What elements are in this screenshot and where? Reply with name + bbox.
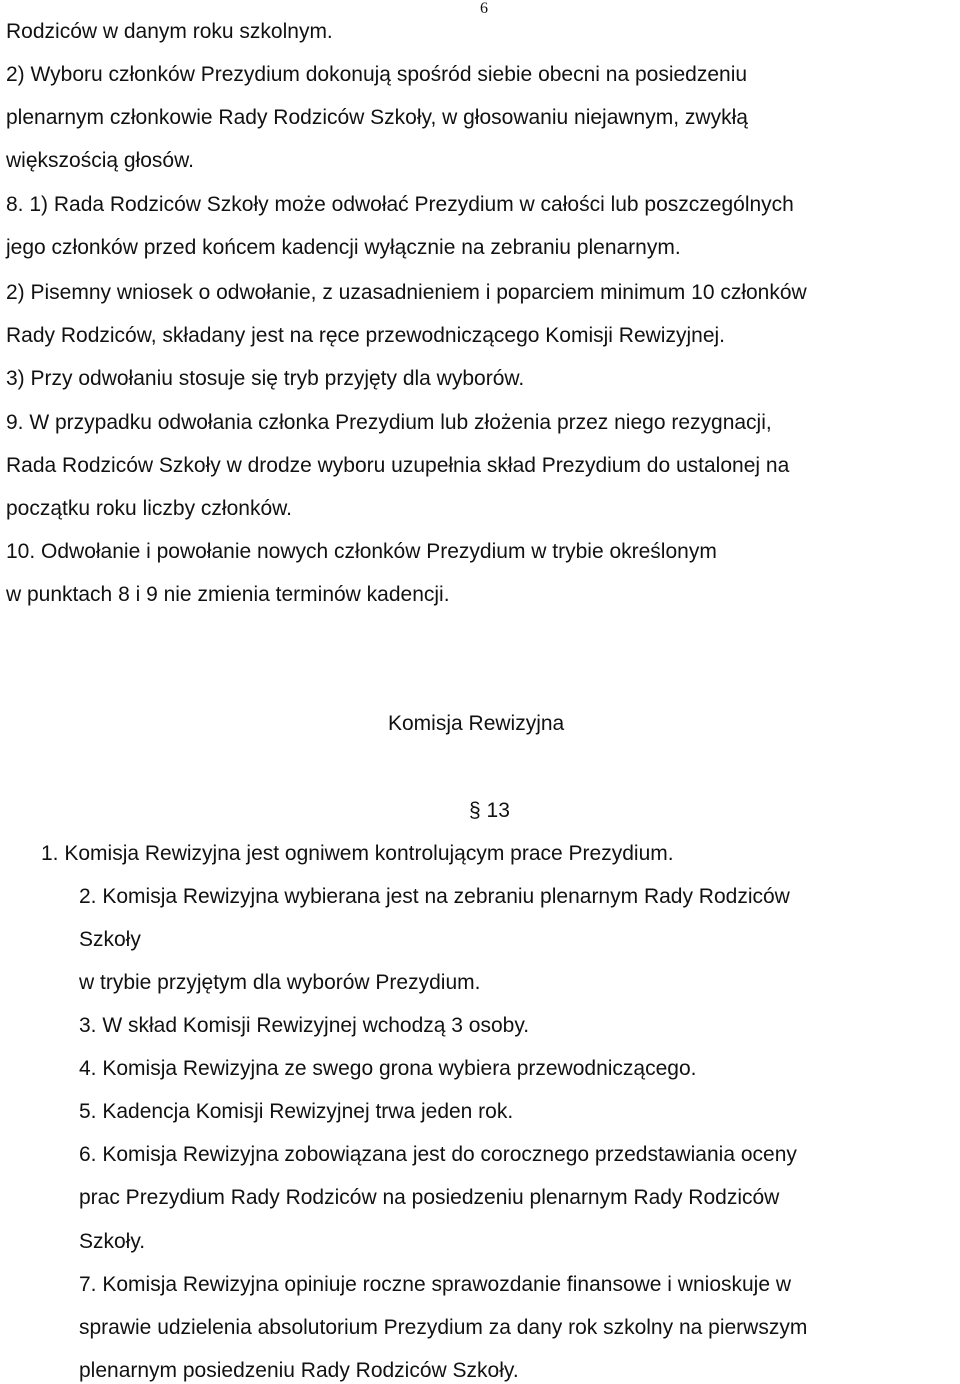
list-item: 1. Komisja Rewizyjna jest ogniwem kontrolującym prace Prezydium. bbox=[41, 842, 674, 865]
body-line: Rady Rodziców, składany jest na ręce przewodniczącego Komisji Rewizyjnej. bbox=[6, 324, 725, 347]
list-item: Szkoły bbox=[79, 928, 141, 951]
paragraph-number: § 13 bbox=[469, 799, 510, 822]
list-item: 4. Komisja Rewizyjna ze swego grona wybiera przewodniczącego. bbox=[79, 1057, 697, 1080]
body-line: 10. Odwołanie i powołanie nowych członków Prezydium w trybie określonym bbox=[6, 540, 717, 563]
list-item: 6. Komisja Rewizyjna zobowiązana jest do corocznego przedstawiania oceny bbox=[79, 1143, 797, 1166]
list-item: w trybie przyjętym dla wyborów Prezydium. bbox=[79, 971, 481, 994]
body-line: większością głosów. bbox=[6, 149, 194, 172]
list-item: prac Prezydium Rady Rodziców na posiedzeniu plenarnym Rady Rodziców bbox=[79, 1186, 780, 1209]
body-line: plenarnym członkowie Rady Rodziców Szkoły, w głosowaniu niejawnym, zwykłą bbox=[6, 106, 748, 129]
body-line: 2) Wyboru członków Prezydium dokonują spośród siebie obecni na posiedzeniu bbox=[6, 63, 748, 86]
page-number: 6 bbox=[480, 0, 488, 17]
body-line: 3) Przy odwołaniu stosuje się tryb przyjęty dla wyborów. bbox=[6, 367, 525, 390]
body-line: 8. 1) Rada Rodziców Szkoły może odwołać Prezydium w całości lub poszczególnych bbox=[6, 193, 794, 216]
body-line: początku roku liczby członków. bbox=[6, 497, 292, 520]
body-line: Rodziców w danym roku szkolnym. bbox=[6, 20, 333, 43]
body-line: Rada Rodziców Szkoły w drodze wyboru uzupełnia skład Prezydium do ustalonej na bbox=[6, 454, 790, 477]
body-line: jego członków przed końcem kadencji wyłącznie na zebraniu plenarnym. bbox=[6, 236, 681, 259]
list-item: 2. Komisja Rewizyjna wybierana jest na zebraniu plenarnym Rady Rodziców bbox=[79, 885, 790, 908]
body-line: w punktach 8 i 9 nie zmienia terminów kadencji. bbox=[6, 583, 450, 606]
list-item: Szkoły. bbox=[79, 1230, 146, 1253]
body-line: 2) Pisemny wniosek o odwołanie, z uzasadnieniem i poparciem minimum 10 członków bbox=[6, 281, 807, 304]
body-line: 9. W przypadku odwołania członka Prezydium lub złożenia przez niego rezygnacji, bbox=[6, 411, 772, 434]
list-item: 5. Kadencja Komisji Rewizyjnej trwa jeden rok. bbox=[79, 1100, 514, 1123]
list-item: 3. W skład Komisji Rewizyjnej wchodzą 3 osoby. bbox=[79, 1014, 530, 1037]
section-heading: Komisja Rewizyjna bbox=[388, 712, 565, 735]
list-item: 7. Komisja Rewizyjna opiniuje roczne sprawozdanie finansowe i wnioskuje w bbox=[79, 1273, 792, 1296]
list-item: plenarnym posiedzeniu Rady Rodziców Szkoły. bbox=[79, 1359, 519, 1382]
list-item: sprawie udzielenia absolutorium Prezydium za dany rok szkolny na pierwszym bbox=[79, 1316, 808, 1339]
